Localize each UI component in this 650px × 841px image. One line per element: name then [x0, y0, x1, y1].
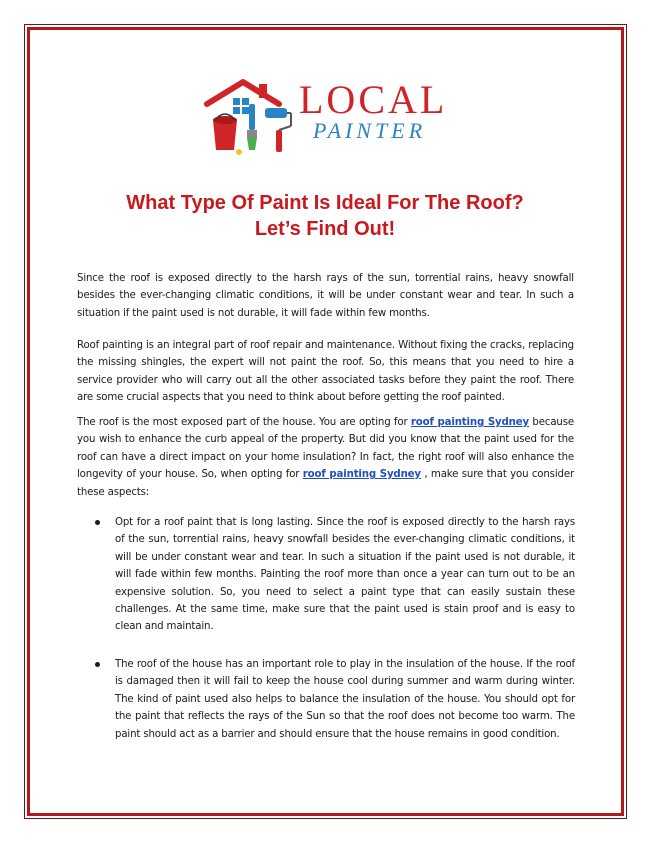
- logo-wordmark: LOCAL: [299, 77, 448, 122]
- house-paint-icon: [203, 74, 303, 156]
- paragraph-intro: Since the roof is exposed directly to the harsh rays of the sun, torrential rains, heavy snowfall besides the ever-changing climatic conditions, it will be under constant wear and tear. In such a situation if the paint used is not durable, it will fade within few months.: [77, 273, 574, 319]
- p3-text-c: , make sure that you consider these aspects:: [77, 469, 574, 498]
- bullet-icon: [95, 662, 100, 667]
- roof-painting-sydney-link-2[interactable]: roof painting Sydney: [302, 469, 421, 481]
- bullet-text: The roof of the house has an important role to play in the insulation of the house. If the roof is damaged then it will fail to keep the house cool during summer and warm during winter. The kind of paint used also helps to balance the insulation of the house. You should opt for the paint that reflects the rays of the Sun so that the roof does not become too warm. The paint should act as a barrier and should ensure that the house remains in good condition.: [115, 659, 575, 740]
- paragraph-exposed-roof: [77, 414, 574, 501]
- roof-painting-sydney-link-1[interactable]: roof painting Sydney: [410, 417, 530, 428]
- bullet-list-1: [95, 514, 575, 636]
- bullet-icon: [95, 520, 100, 525]
- page-title: [60, 190, 590, 242]
- title-line-2: Let’s Find Out!: [254, 218, 396, 240]
- p3-text-b: because you wish to enhance the curb appeal of the property. But did you know that the paint used for the roof can have a direct impact on your home insulation? In fact, the right roof will also enhance the longevity of your house. So, when opting for: [77, 417, 574, 481]
- local-painter-logo: [203, 74, 448, 156]
- bullet-list-2: [95, 656, 575, 743]
- p3-text-a: The roof is the most exposed part of the house. You are opting for: [77, 417, 411, 428]
- list-item: [95, 514, 575, 636]
- paragraph-roof-painting: Roof painting is an integral part of roof repair and maintenance. Without fixing the cracks, replacing the missing shingles, the expert will not paint the roof. So, this means that you need to hire a service provider who will carry out all the other associated tasks before they paint the roof. There are some crucial aspects that you need to think about before getting the roof painted.: [77, 340, 574, 404]
- bullet-text: Opt for a roof paint that is long lasting. Since the roof is exposed directly to the harsh rays of the sun, torrential rains, heavy snowfall besides the ever-changing climatic conditions, it will be under constant wear and tear. In such a situation if the paint used is not durable, it will fade within few months. Painting the roof more than once a year can turn out to be an expensive solution. So, you need to select a paint type that can easily sustain these challenges. At the same time, make sure that the paint used is stain proof and is easy to clean and maintain.: [115, 517, 575, 633]
- list-item: [95, 656, 575, 743]
- logo-subtitle: PAINTER: [313, 118, 427, 143]
- title-line-1: What Type Of Paint Is Ideal For The Roof?: [126, 192, 524, 214]
